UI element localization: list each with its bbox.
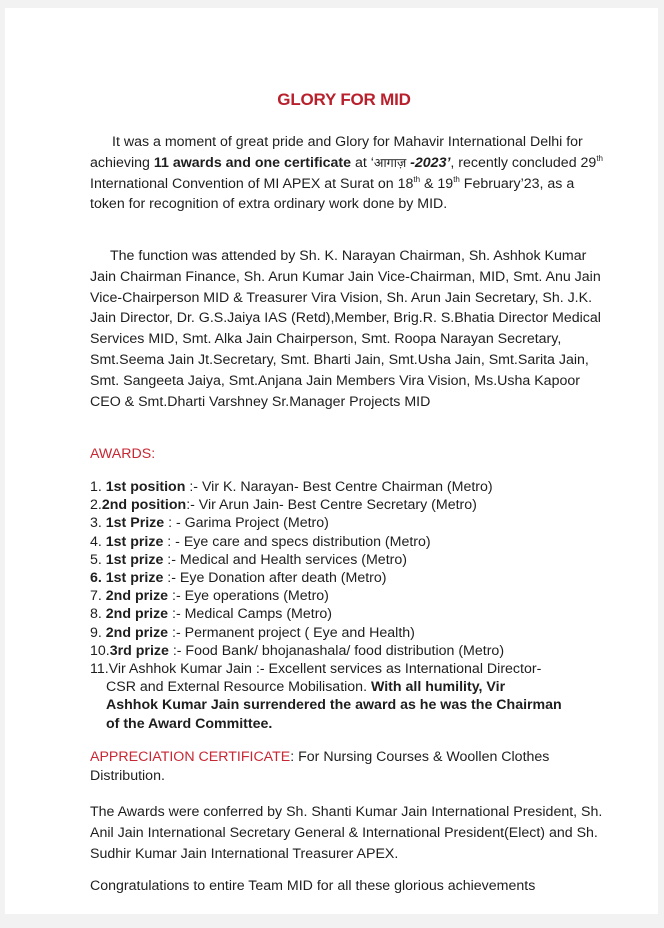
award-rank: 1st prize bbox=[105, 551, 164, 568]
award-rank: 1st prize bbox=[105, 570, 164, 587]
event-name-hindi: आगाज़ bbox=[373, 154, 407, 170]
award-rank: 1st position bbox=[105, 479, 186, 495]
ordinal-suffix: th bbox=[596, 153, 603, 163]
ordinal-suffix: th bbox=[413, 174, 421, 184]
intro-awards-count: 11 awards and one certificate bbox=[153, 154, 352, 171]
closing-line: Congratulations to entire Team MID for all these glorious achievements bbox=[90, 878, 536, 894]
award-item: 10.3rd prize :- Food Bank/ bhojanashala/ food distribution (Metro) bbox=[90, 642, 505, 659]
awards-list bbox=[90, 478, 610, 733]
event-year: -2023’ bbox=[406, 154, 451, 171]
intro-paragraph bbox=[90, 132, 610, 215]
award-note: of the Award Committee. bbox=[106, 715, 273, 732]
award-item-11: 11.Vir Ashhok Kumar Jain :- Excellent services as International Director- CSR and External Resource Mobilisation. With all humility, Vir Ashhok Kumar Jain surrendered the award as he was the Chairman of the Award Committee. bbox=[90, 660, 610, 733]
award-item: 3. 1st Prize : - Garima Project (Metro) bbox=[90, 515, 329, 532]
award-item: 6. 1st prize :- Eye Donation after death (Metro) bbox=[90, 570, 387, 587]
intro-text-6: February’23, as a token for recognition of extra ordinary work done by MID. bbox=[90, 175, 575, 213]
award-item: 7. 2nd prize :- Eye operations (Metro) bbox=[90, 588, 329, 605]
award-item: 8. 2nd prize :- Medical Camps (Metro) bbox=[90, 606, 333, 623]
intro-text-5: & 19 bbox=[420, 175, 454, 192]
award-desc: :- Eye operations (Metro) bbox=[168, 588, 329, 605]
intro-text-4: International Convention of MI APEX at Surat on 18 bbox=[90, 175, 414, 192]
award-note: With all humility, Vir bbox=[367, 679, 506, 696]
award-rank: 3rd prize bbox=[109, 642, 169, 659]
award-rank: 2nd prize bbox=[105, 606, 169, 623]
award-item: 5. 1st prize :- Medical and Health services (Metro) bbox=[90, 551, 407, 568]
conferred-paragraph: The Awards were conferred by Sh. Shanti Kumar Jain International President, Sh. Anil Jain International Secretary General & International President(Elect) and Sh. Sudhir Kumar Jain International Treasurer APEX. bbox=[90, 804, 603, 862]
award-item: 4. 1st prize : - Eye care and specs distribution (Metro) bbox=[90, 533, 431, 550]
award-item: 1. 1st position :- Vir K. Narayan- Best Centre Chairman (Metro) bbox=[90, 479, 493, 495]
appreciation-certificate bbox=[90, 748, 610, 785]
award-rank: 2nd prize bbox=[105, 588, 169, 605]
award-desc: :- Vir Arun Jain- Best Centre Secretary (Metro) bbox=[186, 497, 477, 514]
award-desc: :- Permanent project ( Eye and Health) bbox=[168, 624, 415, 641]
award-desc-cont: CSR and External Resource Mobilisation. bbox=[106, 679, 368, 696]
award-desc: : - Garima Project (Metro) bbox=[164, 515, 329, 532]
award-desc: :- Medical Camps (Metro) bbox=[168, 606, 333, 623]
intro-text-2: at ‘ bbox=[351, 154, 374, 171]
ordinal-suffix: th bbox=[453, 174, 460, 184]
award-item: 9. 2nd prize :- Permanent project ( Eye and Health) bbox=[90, 624, 415, 641]
attendees-text: The function was attended by Sh. K. Narayan Chairman, Sh. Ashhok Kumar Jain Chairman Finance, Sh. Arun Kumar Jain Vice-Chairman, MID, Smt. Anu Jain Vice-Chairperson MID & Treasurer Vira Vision, Sh. Arun Jain Secretary, Sh. J.K. Jain Director, Dr. G.S.Jaiya IAS (Retd),Member, Brig.R. S.Bhatia Director Medical Services MID, Smt. Alka Jain Chairperson, Smt. Roopa Narayan Secretary, Smt.Seema Jain Jt.Secretary, Smt. Bharti Jain, Smt.Usha Jain, Smt.Sarita Jain, Smt. Sangeeta Jaiya, Smt.Anjana Jain Members Vira Vision, Ms.Usha Kapoor CEO & Smt.Dharti Varshney Sr.Manager Projects MID bbox=[90, 248, 601, 410]
certificate-label: APPRECIATION CERTIFICATE bbox=[90, 749, 291, 765]
document-page bbox=[5, 8, 658, 914]
intro-text-1: It was a moment of great pride and Glory for Mahavir International Delhi for achieving bbox=[90, 134, 583, 171]
award-item: 2.2nd position:- Vir Arun Jain- Best Centre Secretary (Metro) bbox=[90, 497, 477, 514]
intro-text-3: , recently concluded 29 bbox=[450, 154, 597, 171]
award-rank: 2nd position bbox=[101, 497, 187, 514]
award-desc: :- Medical and Health services (Metro) bbox=[163, 551, 407, 568]
award-desc: :- Food Bank/ bhojanashala/ food distribution (Metro) bbox=[168, 642, 505, 659]
certificate-text: : For Nursing Courses & Woollen Clothes Distribution. bbox=[90, 749, 550, 784]
award-desc: : - Eye care and specs distribution (Metro) bbox=[163, 533, 431, 550]
award-rank: 1st prize bbox=[105, 533, 164, 550]
page-title: GLORY FOR MID bbox=[277, 90, 411, 109]
award-rank: 1st Prize bbox=[105, 515, 165, 532]
award-desc: Vir Ashhok Kumar Jain :- Excellent services as International Director- bbox=[108, 661, 542, 678]
award-desc: :- Eye Donation after death (Metro) bbox=[163, 570, 387, 587]
award-desc: :- Vir K. Narayan- Best Centre Chairman (Metro) bbox=[185, 479, 493, 495]
attendees-paragraph bbox=[90, 246, 610, 412]
awards-heading: AWARDS: bbox=[90, 446, 156, 462]
award-rank: 2nd prize bbox=[105, 624, 169, 641]
award-note: Ashhok Kumar Jain surrendered the award as he was the Chairman bbox=[106, 697, 562, 714]
